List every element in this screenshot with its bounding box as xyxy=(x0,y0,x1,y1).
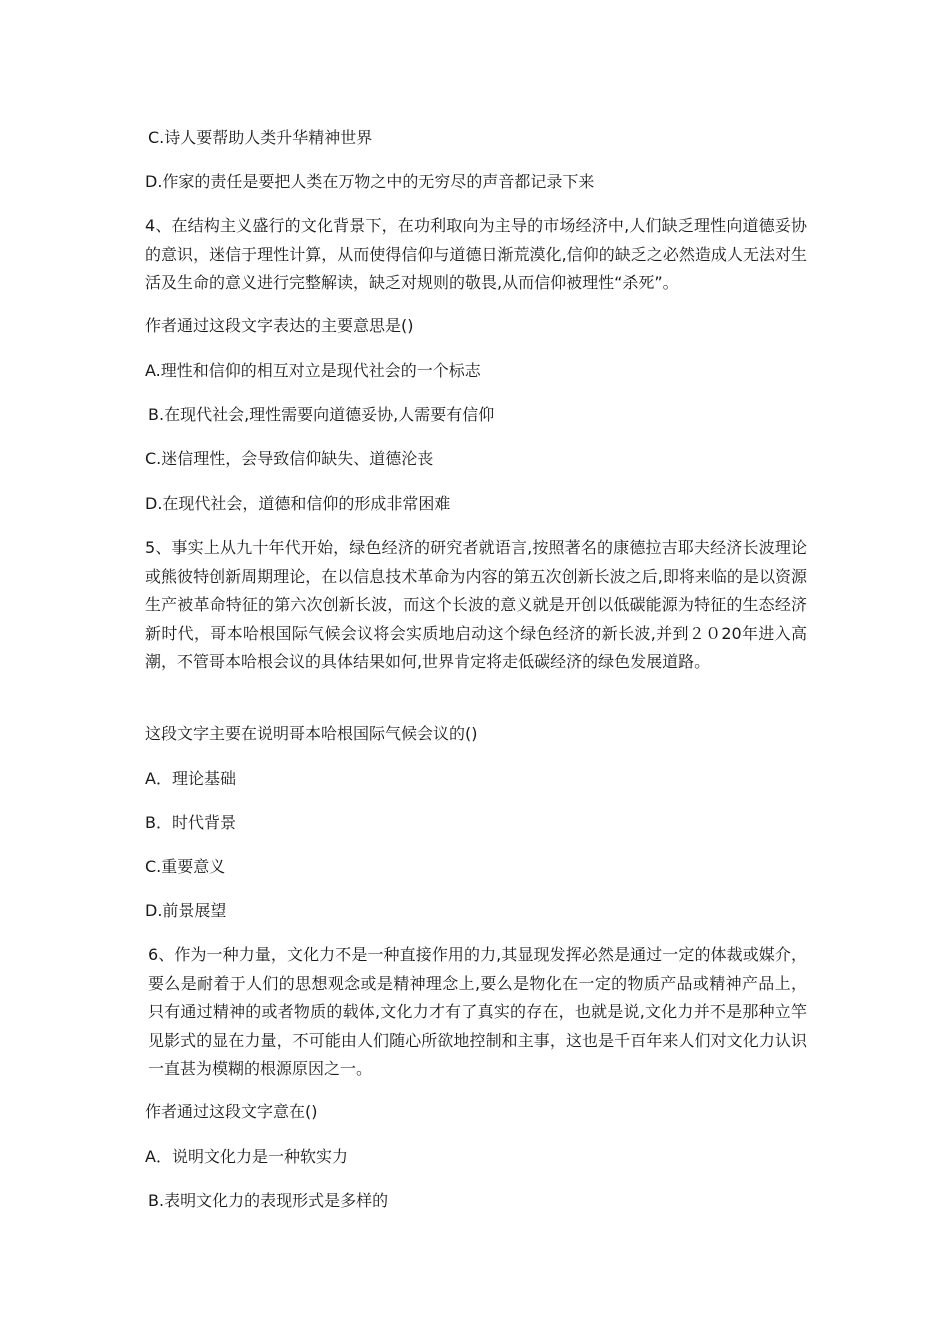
question-6-option-a: A．说明文化力是一种软实力 xyxy=(145,1147,348,1166)
question-6-option-b: B.表明文化力的表现形式是多样的 xyxy=(148,1191,389,1210)
question-5-option-b: B．时代背景 xyxy=(145,813,236,832)
question-5-prompt: 这段文字主要在说明哥本哈根国际气候会议的() xyxy=(145,724,478,743)
question-4-option-c: C.迷信理性，会导致信仰缺失、道德沦丧 xyxy=(145,449,434,468)
question-5-option-a: A．理论基础 xyxy=(145,769,236,788)
question-5-option-d: D.前景展望 xyxy=(145,901,227,920)
question-5-option-c: C.重要意义 xyxy=(145,857,226,876)
question-6-passage: 6、作为一种力量，文化力不是一种直接作用的力,其显现发挥必然是通过一定的体裁或媒介，要么是耐着于人们的思想观念或是精神理念上,要么是物化在一定的物质产品或精神产品上，只有通过精神的或者物质的载体,文化力才有了真实的存在，也就是说,文化力并不是那种立竿见影式的显在力量，不可能由人们随心所欲地控制和主事，这也是千百年来人们对文化力认识一直甚为模糊的根源原因之一。 xyxy=(148,945,807,1079)
question-4-option-a: A.理性和信仰的相互对立是现代社会的一个标志 xyxy=(145,361,481,380)
question-4-option-d: D.在现代社会，道德和信仰的形成非常困难 xyxy=(145,494,451,513)
question-6-prompt: 作者通过这段文字意在() xyxy=(145,1102,318,1121)
question-4-passage: 4、在结构主义盛行的文化背景下，在功利取向为主导的市场经济中,人们缺乏理性向道德妥协的意识，迷信于理性计算，从而使得信仰与道德日渐荒漠化,信仰的缺乏之必然造成人无法对生活及生命的意义进行完整解读，缺乏对规则的敬畏,从而信仰被理性“杀死”。 xyxy=(145,216,807,293)
question-4-prompt: 作者通过这段文字表达的主要意思是() xyxy=(145,316,414,335)
option-line-c: C.诗人要帮助人类升华精神世界 xyxy=(148,128,373,147)
question-4-option-b: B.在现代社会,理性需要向道德妥协,人需要有信仰 xyxy=(148,405,495,424)
option-line-d: D.作家的责任是要把人类在万物之中的无穷尽的声音都记录下来 xyxy=(145,172,595,191)
question-5-passage: 5、事实上从九十年代开始，绿色经济的研究者就语言,按照著名的康德拉吉耶夫经济长波理论或熊彼特创新周期理论，在以信息技术革命为内容的第五次创新长波之后,即将来临的是以资源生产被革命特征的第六次创新长波，而这个长波的意义就是开创以低碳能源为特征的生态经济新时代，哥本哈根国际气候会议将会实质地启动这个绿色经济的新长波,并到２０20年进入高潮，不管哥本哈根会议的具体结果如何,世界肯定将走低碳经济的绿色发展道路。 xyxy=(145,538,807,672)
